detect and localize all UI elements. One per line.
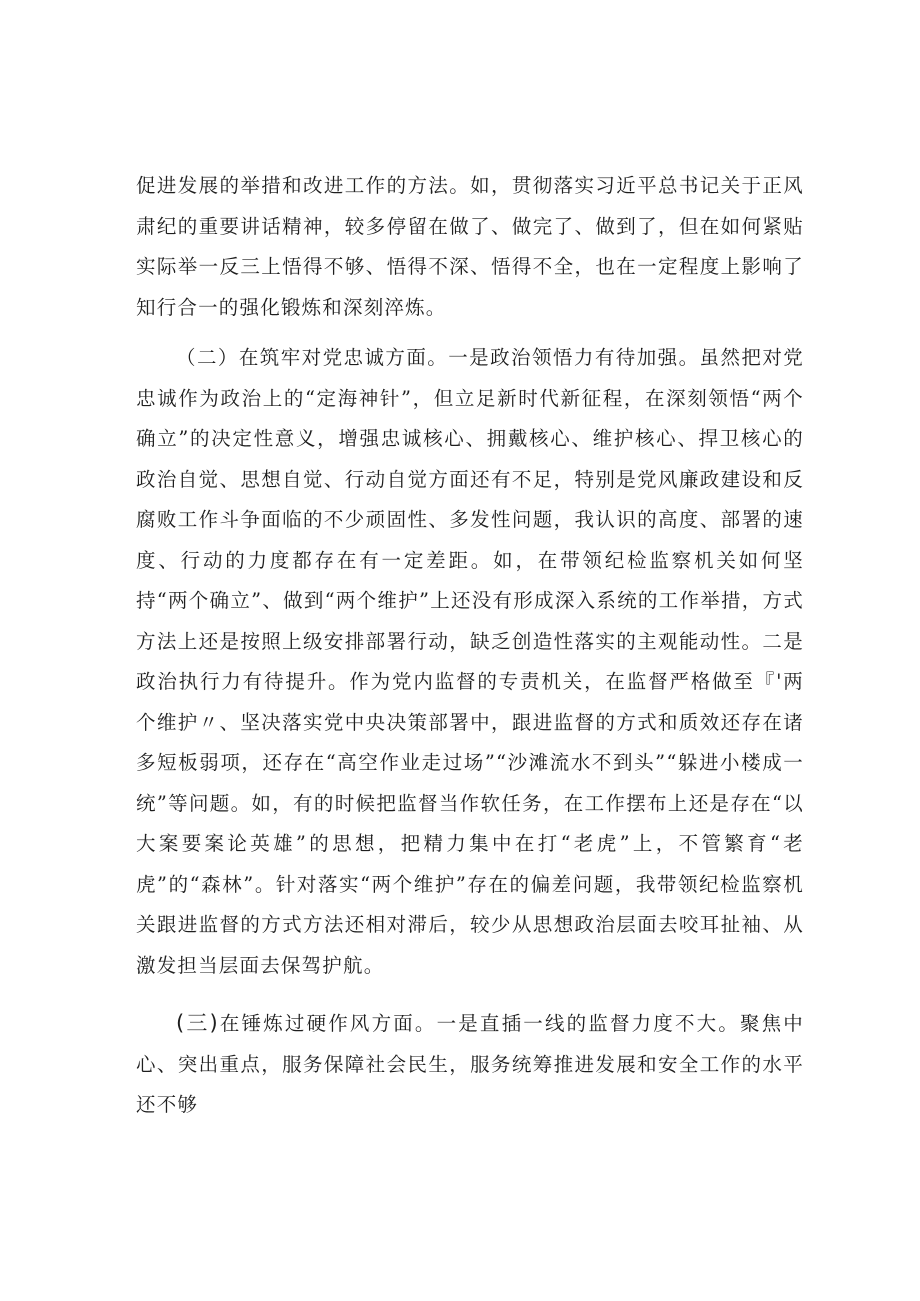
paragraph-3-body: 在锤炼过硬作风方面。一是直插一线的监督力度不大。聚焦中心、突出重点，服务保障社会民生，服务统筹推进发展和安全工作的水平还不够: [136, 1012, 804, 1116]
paragraph-3: [136, 1003, 804, 1126]
paragraph-3-heading: (三): [176, 1011, 219, 1035]
paragraph-1: 促进发展的举措和改进工作的方法。如，贯彻落实习近平总书记关于正风肃纪的重要讲话精神，较多停留在做了、做完了、做到了，但在如何紧贴实际举一反三上悟得不够、悟得不深、悟得不全，也在一定程度上影响了知行合一的强化锻炼和深刻淬炼。: [136, 174, 804, 319]
paragraph-2: （二）在筑牢对党忠诚方面。一是政治领悟力有待加强。虽然把对党忠诚作为政治上的“定海神针”，但立足新时代新征程，在深刻领悟“两个确立”的决定性意义，增强忠诚核心、拥戴核心、维护核心、捍卫核心的政治自觉、思想自觉、行动自觉方面还有不足，特别是党风廉政建设和反腐败工作斗争面临的不少顽固性、多发性问题，我认识的高度、部署的速度、行动的力度都存在有一定差距。如，在带领纪检监察机关如何坚持“两个确立”、做到“两个维护”上还没有形成深入系统的工作举措，方式方法上还是按照上级安排部署行动，缺乏创造性落实的主观能动性。二是政治执行力有待提升。作为党内监督的专责机关，在监督严格做至『'两个维护〃、坚决落实党中央决策部署中，跟进监督的方式和质效还存在诸多短板弱项，还存在“高空作业走过场”“沙滩流水不到头”“躲进小楼成一统”等问题。如，有的时候把监督当作软任务，在工作摆布上还是存在“以大案要案论英雄”的思想，把精力集中在打“老虎”上，不管繁育“老虎”的“森林”。针对落实“两个维护”存在的偏差问题，我带领纪检监察机关跟进监督的方式方法还相对滞后，较少从思想政治层面去咬耳扯袖、从激发担当层面去保驾护航。: [136, 346, 804, 977]
